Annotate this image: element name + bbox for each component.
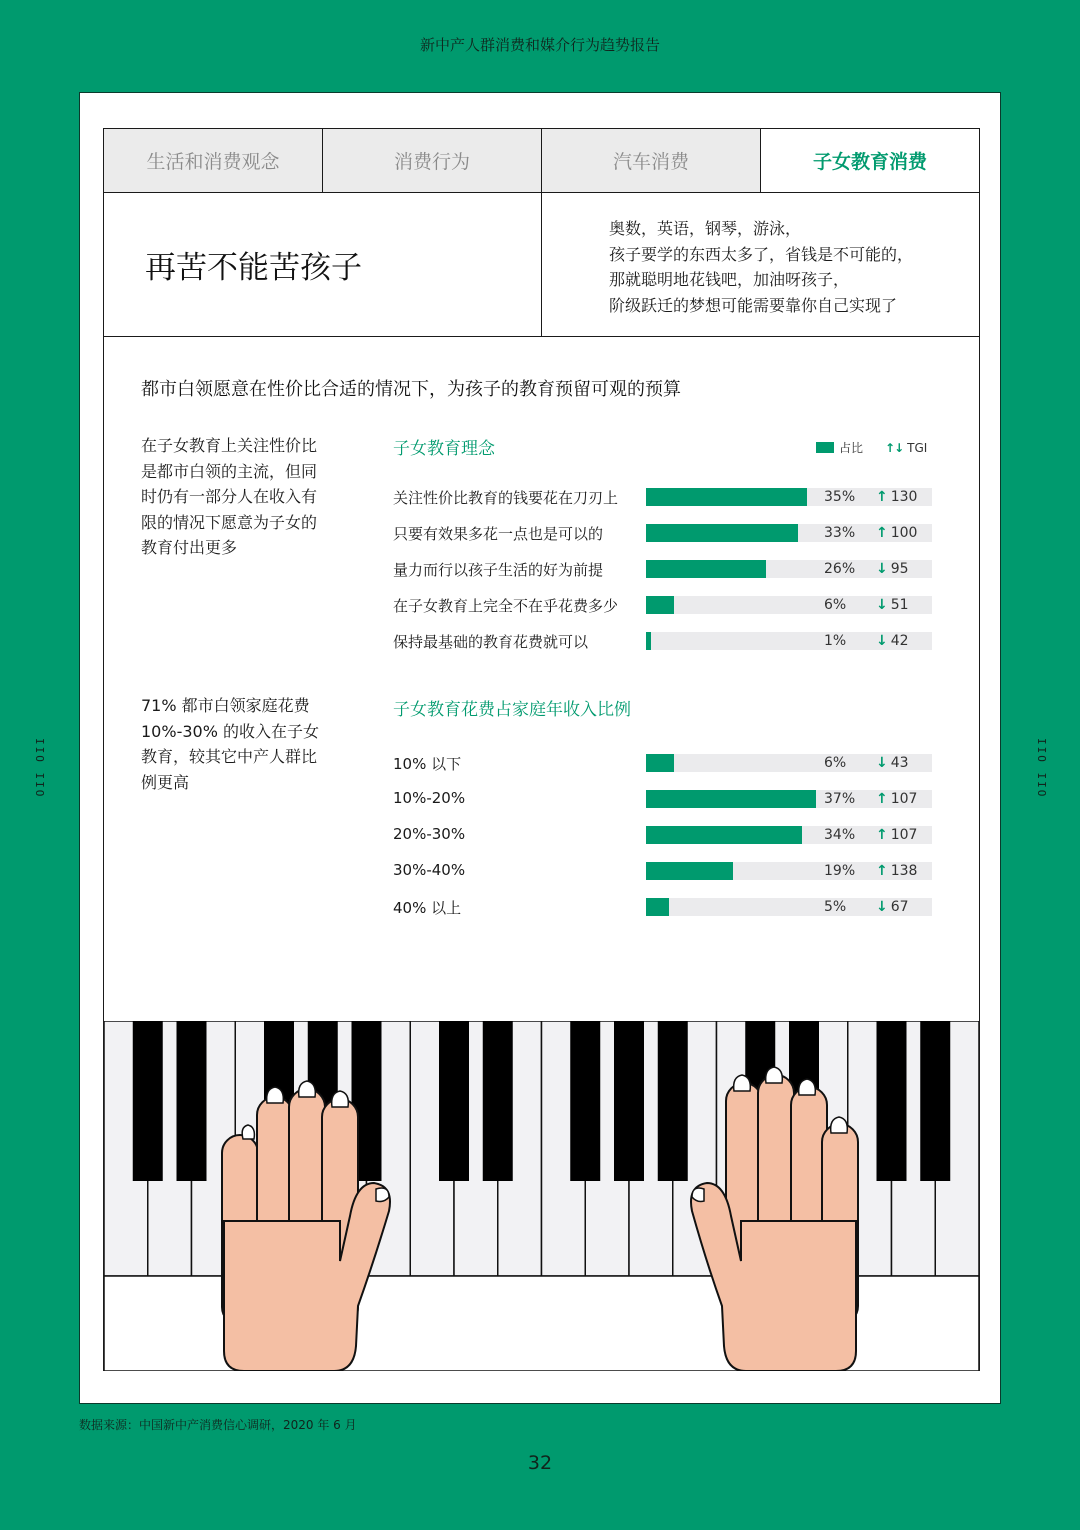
note-spending-share	[141, 693, 341, 795]
bar-track	[646, 862, 932, 880]
note-line: 是都市白领的主流，但同	[141, 461, 318, 481]
chart-legend	[816, 439, 927, 456]
piano-black-key	[614, 1021, 644, 1181]
arrow-up-icon: ↑	[876, 489, 888, 505]
note-line: 时仍有一部分人在收入有	[141, 487, 318, 506]
piano-black-key	[177, 1021, 207, 1181]
data-source-note: 数据来源：中国新中产消费信心调研，2020 年 6 月	[79, 1418, 357, 1432]
bar-tgi-label: ↑ 138	[876, 863, 918, 879]
legend-swatch	[816, 442, 834, 453]
bar-row	[393, 825, 933, 845]
report-title: 新中产人群消费和媒介行为趋势报告	[419, 36, 660, 54]
bar-row	[393, 523, 933, 543]
bar-row	[393, 897, 933, 917]
intro-headline-panel	[104, 192, 542, 336]
arrow-down-icon: ↓	[876, 633, 888, 649]
arrow-up-icon: ↑	[876, 827, 888, 843]
note-line: 10%-30% 的收入在子女	[141, 721, 319, 741]
tgi-arrows-icon: ↑↓	[885, 440, 904, 455]
bar-track	[646, 790, 932, 808]
section-title: 都市白领愿意在性价比合适的情况下，为孩子的教育预留可观的预算	[141, 379, 681, 400]
bar-category-label: 只要有效果多花一点也是可以的	[393, 525, 604, 543]
bar-category-label: 在子女教育上完全不在乎花费多少	[393, 597, 619, 615]
chart-title: 子女教育理念	[393, 439, 495, 459]
bar-track	[646, 560, 932, 578]
bar	[646, 898, 669, 916]
content-card	[79, 92, 1001, 1404]
bar-category-label: 关注性价比教育的钱要花在刀刃上	[393, 489, 619, 507]
bar-row	[393, 559, 933, 579]
arrow-up-icon: ↑	[876, 791, 888, 807]
page-number: 32	[527, 1452, 553, 1474]
bar-tgi-label: ↑ 100	[876, 525, 918, 541]
intro-line: 奥数，英语，钢琴，游泳，	[609, 219, 802, 238]
bar-category-label: 10%-20%	[393, 789, 466, 807]
bar-tgi-label: ↓ 43	[876, 755, 909, 771]
arrow-down-icon: ↓	[876, 597, 888, 613]
legend-tgi-label: TGI	[907, 440, 928, 455]
arrow-down-icon: ↓	[876, 561, 888, 577]
bar	[646, 488, 807, 506]
piano-black-key	[133, 1021, 163, 1181]
bar-category-label: 量力而行以孩子生活的好为前提	[393, 561, 604, 579]
note-line: 教育付出更多	[141, 538, 238, 557]
note-line: 教育，较其它中产人群比	[141, 747, 318, 766]
bar-category-label: 10% 以下	[393, 755, 462, 773]
arrow-down-icon: ↓	[876, 755, 888, 771]
bar-row	[393, 753, 933, 773]
tab-bar	[104, 129, 979, 193]
bar-row	[393, 861, 933, 881]
intro-line: 孩子要学的东西太多了，省钱是不可能的，	[609, 244, 914, 264]
bar-track	[646, 898, 932, 916]
bar-value-label: 33%	[824, 525, 856, 541]
bar	[646, 596, 674, 614]
page-headline: 再苦不能苦孩子	[145, 250, 362, 286]
bar-row	[393, 595, 933, 615]
bar-value-label: 34%	[824, 827, 856, 843]
piano-illustration	[104, 1021, 979, 1371]
tab-lifestyle[interactable]: 生活和消费观念	[104, 129, 323, 192]
note-philosophy	[141, 433, 341, 561]
intro-text	[609, 216, 913, 318]
bar-value-label: 6%	[824, 755, 847, 771]
piano-black-key	[570, 1021, 600, 1181]
bar	[646, 560, 766, 578]
bar	[646, 524, 798, 542]
note-line: 在子女教育上关注性价比	[141, 436, 318, 455]
bar-tgi-label: ↑ 107	[876, 827, 918, 843]
bar-tgi-label: ↑ 130	[876, 489, 918, 505]
bar-tgi-label: ↑ 107	[876, 791, 918, 807]
tab-consumption-behavior[interactable]: 消费行为	[323, 129, 542, 192]
bar-row	[393, 789, 933, 809]
piano-black-key	[439, 1021, 469, 1181]
piano-black-key	[483, 1021, 513, 1181]
bar-tgi-label: ↓ 42	[876, 633, 909, 649]
bar-track	[646, 488, 932, 506]
note-line: 71% 都市白领家庭花费	[141, 696, 310, 715]
side-mark-right: IIO IIO	[1035, 738, 1048, 799]
bar	[646, 862, 733, 880]
arrow-up-icon: ↑	[876, 863, 888, 879]
piano-black-key	[877, 1021, 907, 1181]
bar-row	[393, 631, 933, 651]
tab-child-education[interactable]: 子女教育消费	[761, 129, 979, 192]
bar-category-label: 40% 以上	[393, 899, 462, 917]
bar-value-label: 1%	[824, 633, 847, 649]
bar-value-label: 37%	[824, 791, 856, 807]
intro-line: 那就聪明地花钱吧，加油呀孩子，	[609, 270, 850, 289]
bar-tgi-label: ↓ 95	[876, 561, 909, 577]
note-line: 限的情况下愿意为子女的	[141, 512, 318, 532]
bar-track	[646, 632, 932, 650]
content-frame	[103, 128, 980, 1371]
chart-title: 子女教育花费占家庭年收入比例	[393, 700, 631, 720]
arrow-down-icon: ↓	[876, 899, 888, 915]
tab-auto-consumption[interactable]: 汽车消费	[542, 129, 761, 192]
piano-black-key	[920, 1021, 950, 1181]
bar-category-label: 保持最基础的教育花费就可以	[393, 633, 589, 651]
piano-black-key	[658, 1021, 688, 1181]
bar-track	[646, 826, 932, 844]
bar	[646, 632, 651, 650]
bar	[646, 826, 802, 844]
bar-value-label: 26%	[824, 561, 856, 577]
bar-tgi-label: ↓ 67	[876, 899, 909, 915]
bar-value-label: 5%	[824, 899, 847, 915]
intro-panel	[104, 192, 979, 337]
bar-value-label: 6%	[824, 597, 847, 613]
legend-share-label: 占比	[839, 441, 864, 455]
bar-row	[393, 487, 933, 507]
bar-track	[646, 596, 932, 614]
bar	[646, 790, 816, 808]
side-mark-left: IIO IIO	[33, 738, 46, 799]
bar-value-label: 19%	[824, 863, 856, 879]
intro-line: 阶级跃迁的梦想可能需要靠你自己实现了	[609, 295, 898, 315]
bar-tgi-label: ↓ 51	[876, 597, 909, 613]
bar-value-label: 35%	[824, 489, 856, 505]
bar-category-label: 30%-40%	[393, 861, 466, 879]
bar-track	[646, 754, 932, 772]
arrow-up-icon: ↑	[876, 525, 888, 541]
bar	[646, 754, 674, 772]
bar-category-label: 20%-30%	[393, 825, 466, 843]
bar-track	[646, 524, 932, 542]
note-line: 例更高	[141, 772, 190, 792]
